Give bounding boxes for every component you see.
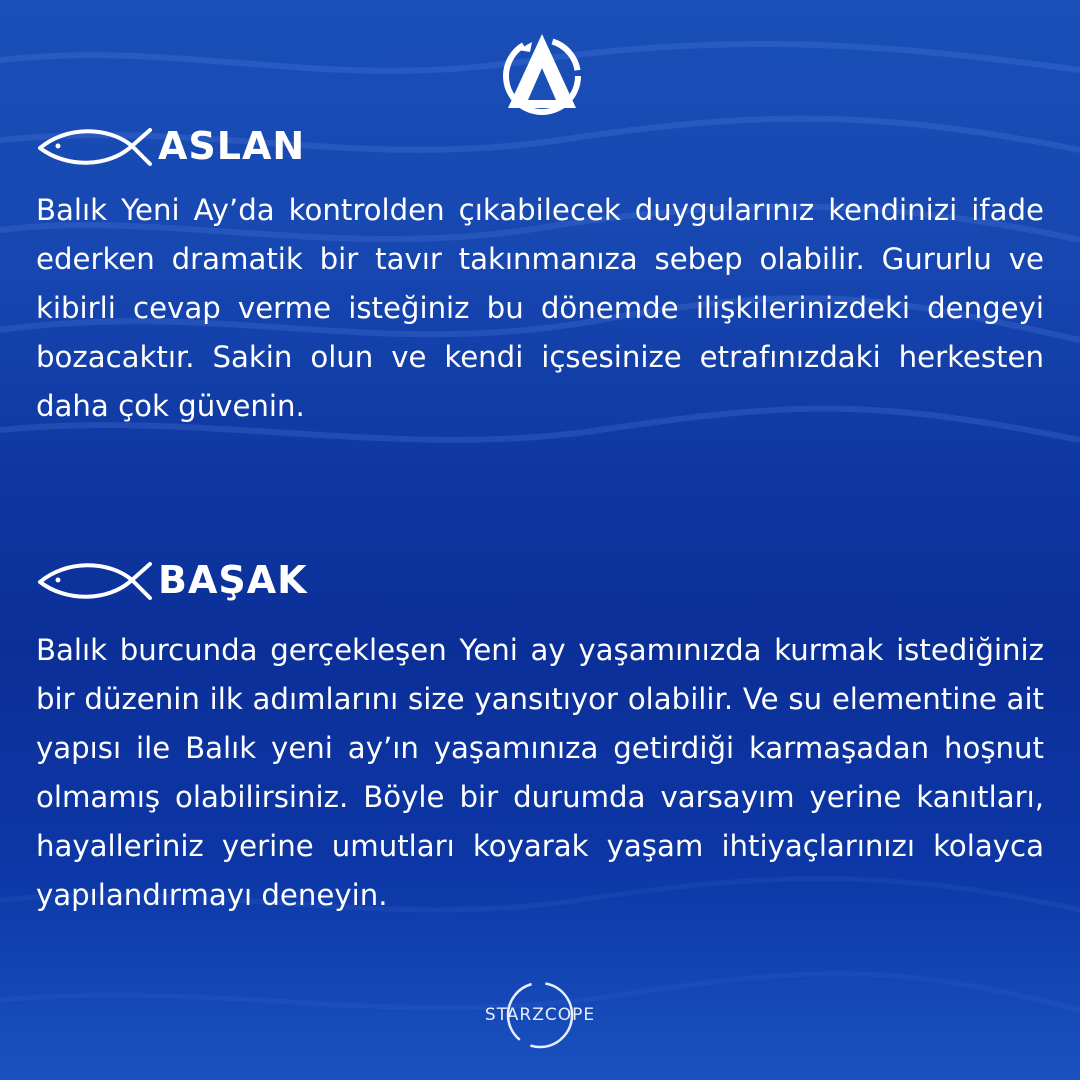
horoscope-text-aslan: Balık Yeni Ay’da kontrolden çıkabilecek duygularınız kendinizi ifade ederken dramatik bir tavır takınmanıza sebep olabilir. Gururlu ve kibirli cevap verme isteğiniz bu dönemde ilişkilerinizdeki dengeyi bozacaktır. Sakin olun ve kendi içsesinize etrafınızdaki herkesten daha çok güvenin. [36, 193, 1044, 423]
section-heading [36, 552, 1044, 608]
section-heading [36, 118, 1044, 174]
fish-icon [36, 558, 154, 602]
sign-title-basak: BAŞAK [158, 558, 308, 602]
brand-wordmark: STARZCOPE [484, 1005, 596, 1025]
starzcope-logo [465, 975, 615, 1051]
sign-title-aslan: ASLAN [158, 124, 306, 168]
section-basak [36, 552, 1044, 920]
horoscope-text-basak: Balık burcunda gerçekleşen Yeni ay yaşamınızda kurmak istediğiniz bir düzenin ilk adımlarını size yansıtıyor olabilir. Ve su elementine ait yapısı ile Balık yeni ay’ın yaşamınıza getirdiği karmaşadan hoşnut olmamış olabilirsiniz. Böyle bir durumda varsayım yerine kanıtları, hayalleriniz yerine umutları koyarak yaşam ihtiyaçlarınızı kolayca yapılandırmayı deneyin. [36, 633, 1044, 912]
fish-icon [36, 124, 154, 168]
starzcope-emblem-icon [496, 28, 588, 120]
section-aslan [36, 118, 1044, 431]
